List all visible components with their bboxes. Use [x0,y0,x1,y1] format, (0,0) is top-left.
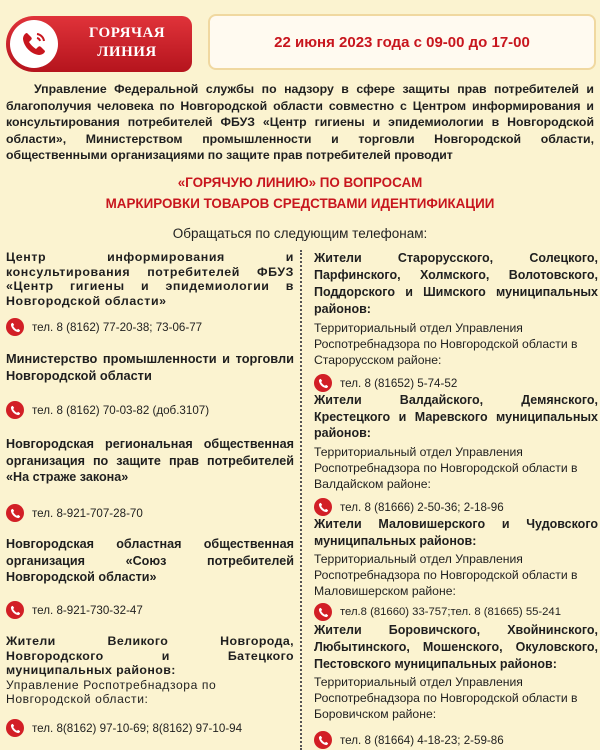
org-name: Министерство промышленности и торговли Новгородской области [6,351,294,383]
phone-icon [6,318,24,336]
contact-tel [6,601,294,619]
phone-icon [6,401,24,419]
badge-text [68,24,186,62]
phone-number[interactable]: тел. 8 (8162) 77-20-38; 73-06-77 [32,320,203,334]
intro-paragraph [6,81,594,164]
org-name: Центр информирования и консультирования потребителей ФБУЗ «Центр гигиены и эпидемиологии в Новгородской области» [6,250,294,308]
org-subtitle: Территориальный отдел Управления Роспотребнадзора по Новгородской области в Маловишерском районе: [314,552,578,598]
contact-block [314,622,598,722]
org-subtitle: Управление Роспотребнадзора по Новгородской области: [6,677,217,706]
org-subtitle: Территориальный отдел Управления Роспотребнадзора по Новгородской области в Боровичском районе: [314,675,578,722]
org-name: Жители Старорусского, Солецкого, Парфинского, Холмского, Волотовского, Поддорского и Шимского муниципальных районов: [314,251,598,316]
phone-icon [6,504,24,522]
contact-block [6,436,294,486]
contact-tel [314,374,598,392]
phone-icon [314,603,332,621]
phone-number[interactable]: тел. 8-921-730-32-47 [32,603,143,617]
org-name: Новгородская региональная общественная организация по защите прав потребителей «На страже закона» [6,437,294,484]
phone-number[interactable]: тел. 8 (81664) 4-18-23; 2-59-86 [340,733,504,747]
phone-icon [314,498,332,516]
contact-block [314,392,598,492]
phone-number[interactable]: тел. 8-921-707-28-70 [32,506,143,520]
phones-intro: Обращаться по следующим телефонам: [172,226,428,241]
column-divider [300,250,302,750]
phone-icon [314,374,332,392]
phone-number[interactable]: тел. 8 (81652) 5-74-52 [340,376,458,390]
contact-tel [6,504,294,522]
contact-block [314,250,598,368]
badge-line2: ЛИНИЯ [97,44,157,60]
contact-tel [314,603,598,621]
org-name: Жители Боровичского, Хвойнинского, Любытинского, Мошенского, Окуловского, Пестовского муниципальных районов: [314,623,598,671]
org-name: Жители Маловишерского и Чудовского муниципальных районов: [314,517,598,548]
contact-block [6,350,294,384]
contact-tel [314,498,598,516]
contact-block [6,536,294,586]
org-name: Жители Валдайского, Демянского, Крестецкого и Маревского муниципальных районов: [314,393,598,440]
contact-block [6,250,294,308]
contact-block [314,516,598,599]
date-box [208,14,596,70]
contact-tel [6,401,294,419]
phone-icon [6,719,24,737]
hotline-badge [6,16,192,72]
contact-tel [6,719,294,737]
org-name: Жители Великого Новгорода, Новгородского и Батецкого муниципальных районов: [6,634,294,677]
contact-tel [314,731,598,749]
org-subtitle: Территориальный отдел Управления Роспотребнадзора по Новгородской области в Валдайском районе: [314,444,578,491]
contact-tel [6,318,294,336]
phone-number[interactable]: тел. 8 (8162) 70-03-82 (доб.3107) [32,403,210,417]
intro-text: Управление Федеральной службы по надзору в сфере защиты прав потребителей и благополучия человека по Новгородской области совместно с Центром информирования и консультирования потребителей ФБУЗ «Центр гигиены и эпидемиологии в Новгородской области», Министерством промышленности и торговли Новгородской области, общественными организациями по защите прав потребителей проводит [6,82,594,163]
phone-number[interactable]: тел. 8 (81666) 2-50-36; 2-18-96 [340,500,504,514]
phone-circle [10,20,58,68]
org-subtitle: Территориальный отдел Управления Роспотребнадзора по Новгородской области в Старорусском районе: [314,321,578,367]
event-date: 22 июня 2023 года с 09-00 до 17-00 [274,33,530,51]
headline-line2: МАРКИРОВКИ ТОВАРОВ СРЕДСТВАМИ ИДЕНТИФИКАЦИИ [105,196,495,211]
phone-number[interactable]: тел. 8(8162) 97-10-69; 8(8162) 97-10-94 [32,721,243,735]
phone-number[interactable]: тел.8 (81660) 33-757;тел. 8 (81665) 55-241 [340,606,561,618]
badge-line1: ГОРЯЧАЯ [88,25,166,41]
headline-line1: «ГОРЯЧУЮ ЛИНИЮ» ПО ВОПРОСАМ [177,175,423,190]
phone-icon [314,731,332,749]
phone-icon [17,27,51,61]
headline [0,172,600,214]
phone-icon [6,601,24,619]
org-name: Новгородская областная общественная организация «Союз потребителей Новгородской области» [6,537,294,584]
contact-block [6,634,294,707]
